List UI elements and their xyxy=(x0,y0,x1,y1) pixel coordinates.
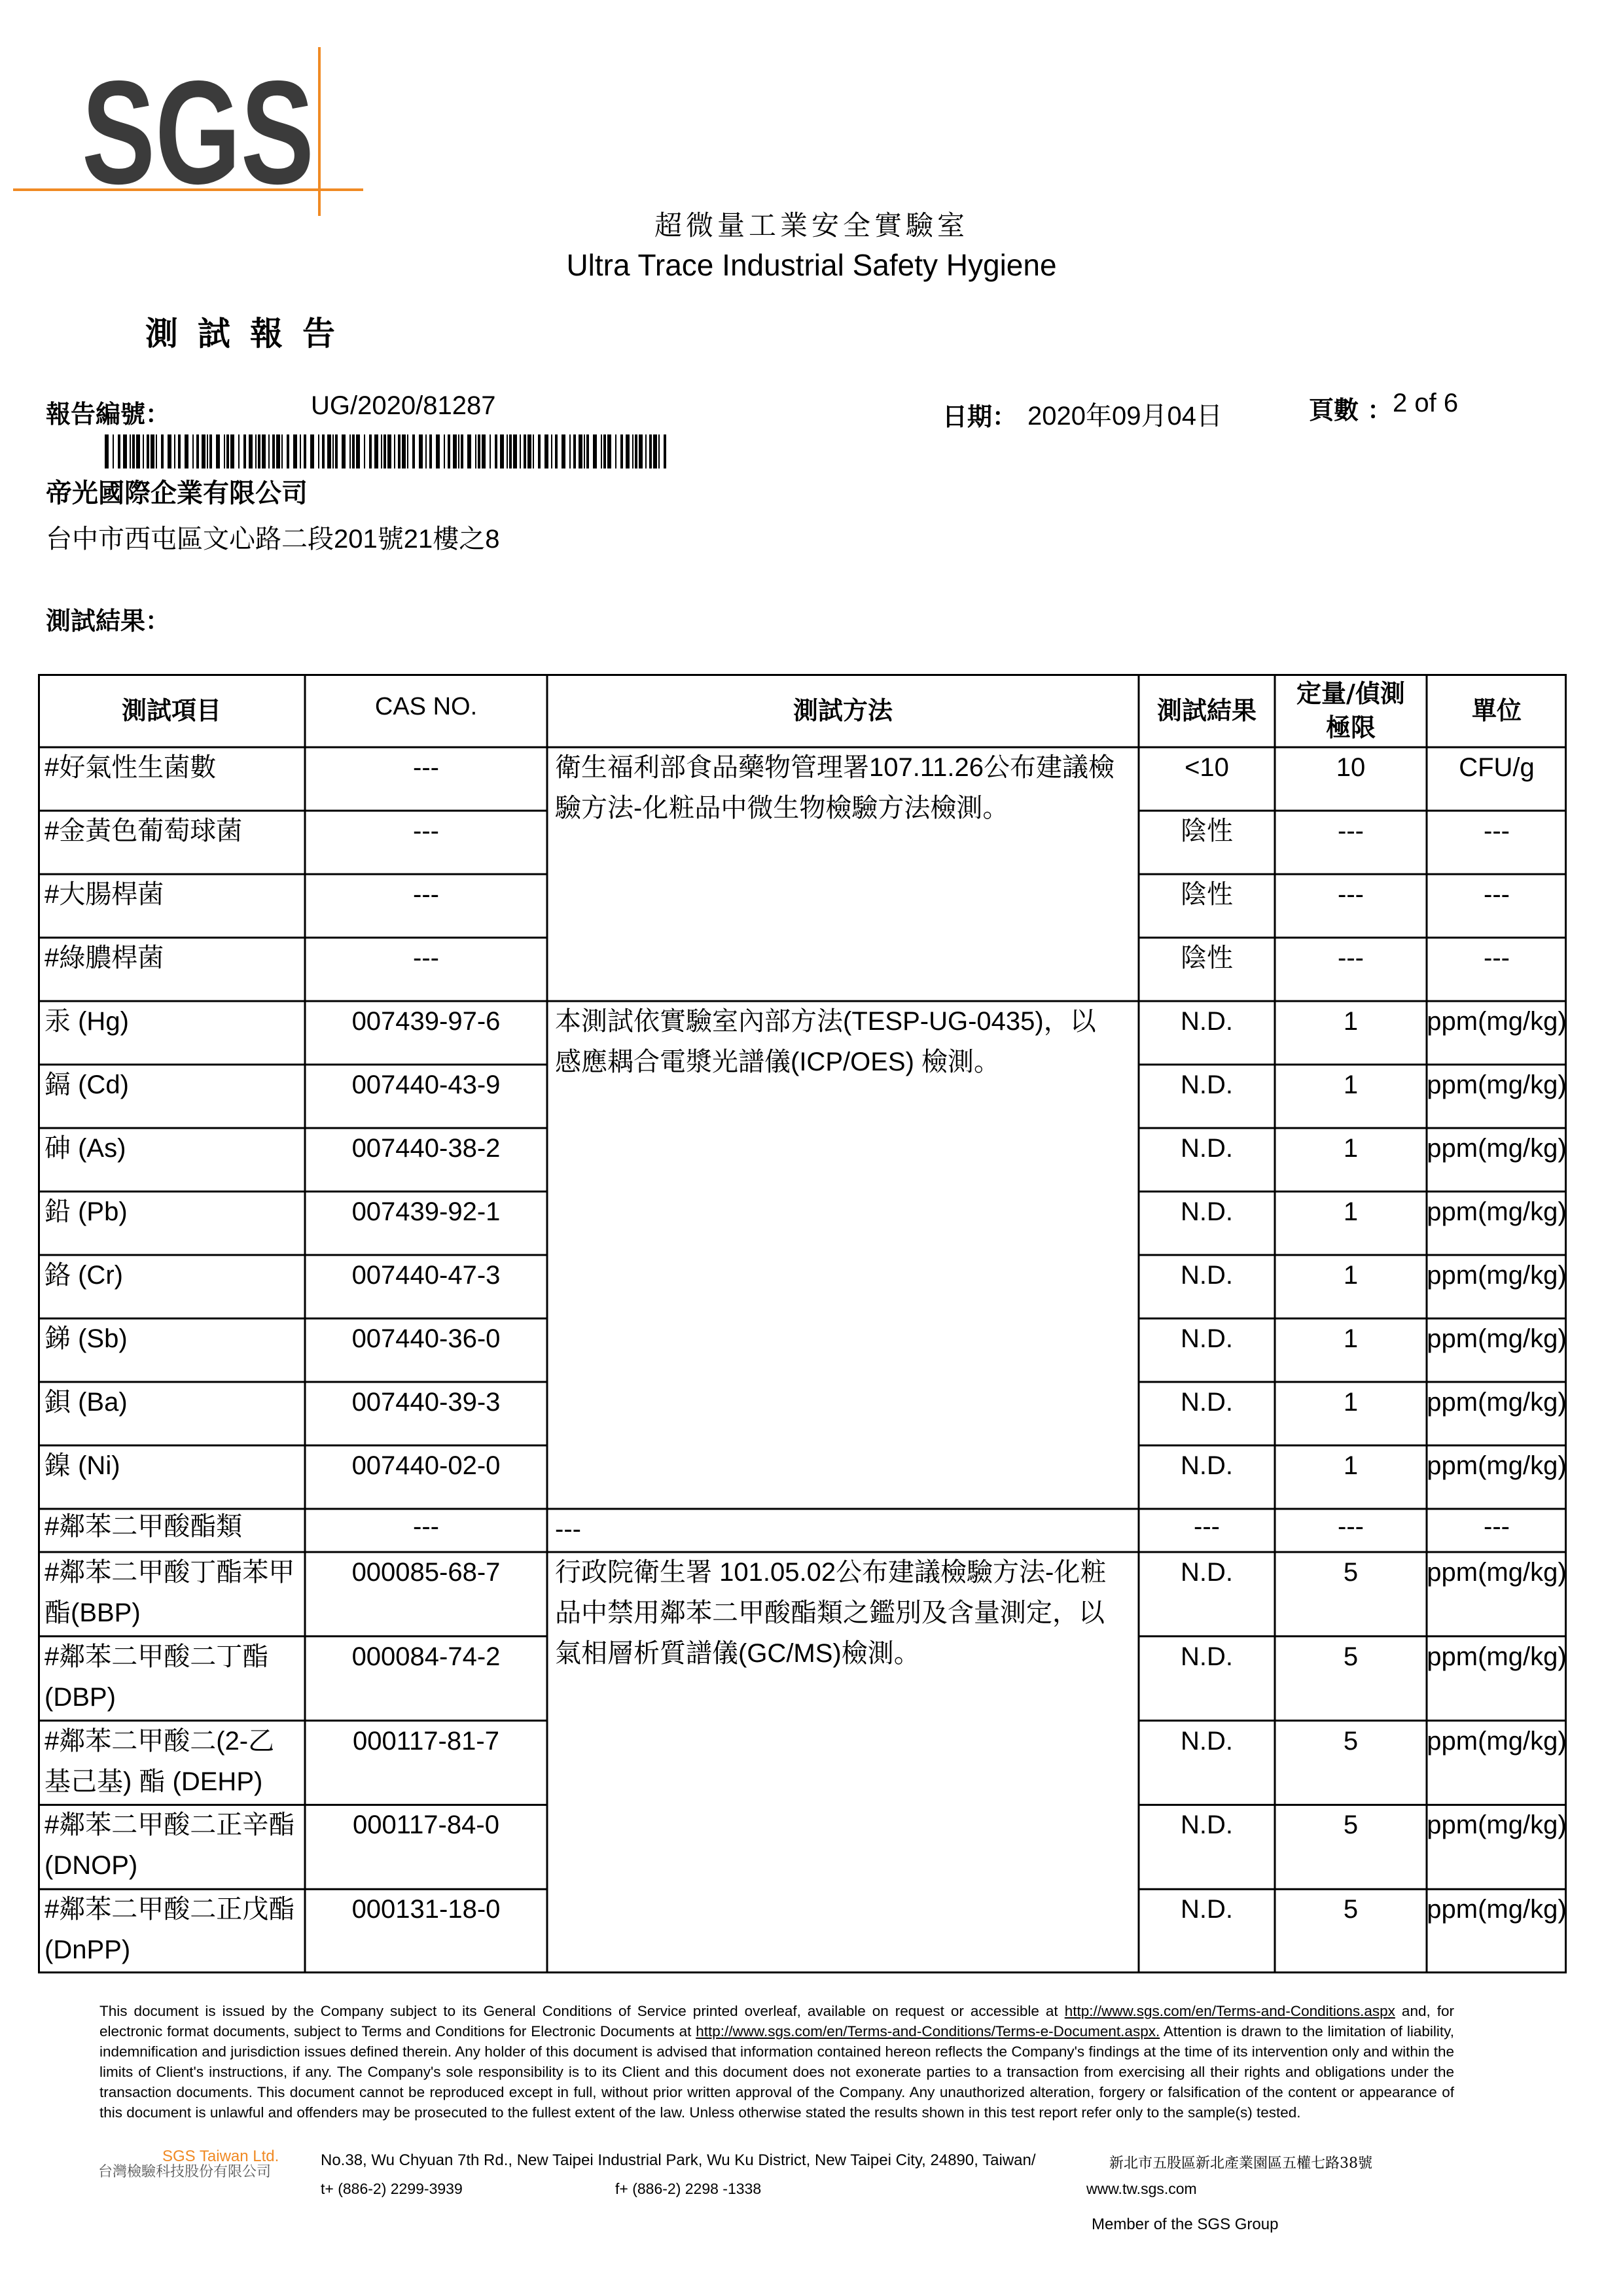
barcode xyxy=(105,434,668,468)
row-item: #好氣性生菌數 xyxy=(45,753,217,782)
method-micro-line1: 衛生福利部食品藥物管理署107.11.26公布建議檢 xyxy=(555,753,1115,782)
lab-name-zh: 超微量工業安全實驗室 xyxy=(654,209,969,241)
footer-fax: f+ (886-2) 2298 -1338 xyxy=(615,2180,762,2197)
row-result: N.D. xyxy=(1181,1007,1233,1036)
row-cas: --- xyxy=(413,1512,439,1541)
row-limit: --- xyxy=(1338,880,1364,909)
method-phthalate-line2: 品中禁用鄰苯二甲酸酯類之鑑別及含量測定，以 xyxy=(555,1598,1105,1627)
row-result: N.D. xyxy=(1181,1558,1233,1587)
row-result: N.D. xyxy=(1181,1642,1233,1671)
footer-address-zh: 新北市五股區新北產業園區五權七路38號 xyxy=(1109,2155,1372,2172)
footer-member: Member of the SGS Group xyxy=(1092,2216,1279,2233)
row-item: 鎘 (Cd) xyxy=(45,1070,129,1099)
row-item: #鄰苯二甲酸二正辛酯 xyxy=(45,1810,295,1840)
row-unit: ppm(mg/kg) xyxy=(1427,1388,1567,1417)
row-unit: ppm(mg/kg) xyxy=(1427,1324,1567,1353)
sgs-logo xyxy=(0,0,366,216)
row-limit: 5 xyxy=(1343,1642,1359,1671)
row-result: N.D. xyxy=(1181,1324,1233,1353)
row-cas: 000084-74-2 xyxy=(351,1642,501,1671)
row-cas: 000131-18-0 xyxy=(351,1895,501,1924)
row-item: 鋇 (Ba) xyxy=(45,1388,128,1417)
row-result: N.D. xyxy=(1181,1388,1233,1417)
row-limit: 5 xyxy=(1343,1895,1359,1924)
row-cas: --- xyxy=(413,753,439,782)
row-item-continued: 基己基) 酯 (DEHP) xyxy=(45,1767,263,1796)
terms-e-document-link[interactable]: http://www.sgs.com/en/Terms-and-Conditions/Terms-e-Document.aspx. xyxy=(696,2023,1160,2040)
row-limit: 10 xyxy=(1336,753,1366,782)
row-item: #鄰苯二甲酸二正戊酯 xyxy=(45,1895,295,1924)
footer-website[interactable]: www.tw.sgs.com xyxy=(1086,2180,1197,2197)
row-unit: ppm(mg/kg) xyxy=(1427,1810,1567,1840)
row-limit: 1 xyxy=(1343,1451,1359,1480)
row-item: 鎳 (Ni) xyxy=(45,1451,120,1480)
row-unit: ppm(mg/kg) xyxy=(1427,1726,1567,1756)
header-method: 測試方法 xyxy=(793,696,893,725)
row-cas: 007440-36-0 xyxy=(351,1324,501,1353)
header-cas: CAS NO. xyxy=(374,693,478,720)
row-unit: ppm(mg/kg) xyxy=(1427,1261,1567,1290)
header-unit: 單位 xyxy=(1471,696,1522,725)
client-address: 台中市西屯區文心路二段201號21樓之8 xyxy=(46,525,500,554)
row-result: N.D. xyxy=(1181,1197,1233,1226)
row-limit: --- xyxy=(1338,817,1364,845)
row-limit: --- xyxy=(1338,1512,1364,1541)
row-result: 陰性 xyxy=(1181,944,1233,972)
page-title: 測試報告 xyxy=(145,314,355,353)
row-result: --- xyxy=(1194,1512,1220,1541)
row-cas: 007439-92-1 xyxy=(351,1197,501,1226)
row-cas: 007440-47-3 xyxy=(351,1261,501,1290)
disclaimer xyxy=(99,2001,1454,2123)
terms-link[interactable]: http://www.sgs.com/en/Terms-and-Conditions.aspx xyxy=(1064,2003,1395,2019)
row-result: N.D. xyxy=(1181,1261,1233,1290)
row-unit: ppm(mg/kg) xyxy=(1427,1558,1567,1587)
row-unit: ppm(mg/kg) xyxy=(1427,1197,1567,1226)
row-item: 砷 (As) xyxy=(45,1134,126,1163)
method-phthalate-line3: 氣相層析質譜儀(GC/MS)檢測。 xyxy=(555,1639,920,1668)
row-cas: 007440-02-0 xyxy=(351,1451,501,1480)
row-result: N.D. xyxy=(1181,1726,1233,1756)
method-metals-line2: 感應耦合電漿光譜儀(ICP/OES) 檢測。 xyxy=(555,1048,1001,1076)
disclaimer-text-2: and, for electronic format documents, subject to Terms and Conditions for Electronic Documents at xyxy=(99,2003,1454,2040)
row-cas: 007439-97-6 xyxy=(351,1007,501,1036)
footer-address-en: No.38, Wu Chyuan 7th Rd., New Taipei Industrial Park, Wu Ku District, New Taipei City, 24890, Taiwan/ xyxy=(321,2151,1036,2169)
row-unit: ppm(mg/kg) xyxy=(1427,1007,1567,1036)
footer-company-en: SGS Taiwan Ltd. xyxy=(162,2147,279,2165)
row-result: 陰性 xyxy=(1181,880,1233,909)
method-metals-line1: 本測試依實驗室內部方法(TESP-UG-0435)，以 xyxy=(555,1007,1096,1036)
page-label: 頁數 ： xyxy=(1309,395,1393,425)
row-cas: 007440-39-3 xyxy=(351,1388,501,1417)
row-unit: --- xyxy=(1484,944,1510,972)
row-item: #金黃色葡萄球菌 xyxy=(45,817,243,845)
row-result: N.D. xyxy=(1181,1810,1233,1840)
row-cas: --- xyxy=(413,880,439,909)
row-cas: --- xyxy=(413,944,439,972)
header-limit-line1: 定量/偵測 xyxy=(1296,679,1405,708)
disclaimer-text-3: Attention is drawn to the limitation of liability, indemnification and jurisdiction issues defined therein. Any holder of this document is advised that information contained hereon reflects the Company's findings at the time of its intervention only and within the limits of Client's instructions, if any. The Company's sole responsibility is to its Client and this document does not exonerate parties to a transaction from exercising all their rights and obligations under the transaction documents. This document cannot be reproduced except in full, without prior written approval of the Company. Any unauthorized alteration, forgery or falsification of the content or appearance of this document is unlawful and offenders may be prosecuted to the fullest extent of the law. Unless otherwise stated the results shown in this test report refer only to the sample(s) tested. xyxy=(99,2023,1454,2121)
row-limit: 1 xyxy=(1343,1134,1359,1163)
row-result: <10 xyxy=(1185,753,1229,782)
sgs-logo-text: SGS xyxy=(82,50,314,215)
row-limit: 5 xyxy=(1343,1726,1359,1756)
client-company: 帝光國際企業有限公司 xyxy=(46,479,308,508)
row-item-continued: 酯(BBP) xyxy=(45,1598,141,1627)
row-item: #鄰苯二甲酸丁酯苯甲 xyxy=(45,1558,295,1587)
row-result: N.D. xyxy=(1181,1451,1233,1480)
header-result: 測試結果 xyxy=(1156,696,1257,725)
row-item: 汞 (Hg) xyxy=(45,1007,129,1036)
method-micro-line2: 驗方法-化粧品中微生物檢驗方法檢測。 xyxy=(555,794,1009,822)
row-item: #鄰苯二甲酸二(2-乙 xyxy=(45,1726,275,1756)
row-item: #鄰苯二甲酸酯類 xyxy=(45,1512,243,1541)
row-item-continued: (DBP) xyxy=(45,1682,116,1712)
row-item: #大腸桿菌 xyxy=(45,880,164,909)
report-no-label: 報告編號： xyxy=(46,399,171,429)
page-number: 2 of 6 xyxy=(1393,389,1459,417)
row-item: #鄰苯二甲酸二丁酯 xyxy=(45,1642,269,1671)
report-date: 2020年09月04日 xyxy=(1027,402,1222,431)
row-cas: 000085-68-7 xyxy=(351,1558,501,1587)
disclaimer-text-1: This document is issued by the Company subject to its General Conditions of Service printed overleaf, available on request or accessible at xyxy=(99,2003,1065,2019)
row-item: 鉻 (Cr) xyxy=(45,1261,123,1290)
row-cas: 000117-81-7 xyxy=(353,1726,499,1756)
row-unit: CFU/g xyxy=(1459,753,1535,782)
results-table xyxy=(38,674,1567,1973)
lab-name-en: Ultra Trace Industrial Safety Hygiene xyxy=(566,248,1057,282)
row-unit: --- xyxy=(1484,817,1510,845)
date-label: 日期： xyxy=(942,402,1018,431)
row-limit: 1 xyxy=(1343,1070,1359,1099)
row-limit: 5 xyxy=(1343,1558,1359,1587)
row-unit: ppm(mg/kg) xyxy=(1427,1451,1567,1480)
row-limit: --- xyxy=(1338,944,1364,972)
row-result: N.D. xyxy=(1181,1070,1233,1099)
row-unit: ppm(mg/kg) xyxy=(1427,1070,1567,1099)
row-unit: --- xyxy=(1484,1512,1510,1541)
row-result: N.D. xyxy=(1181,1895,1233,1924)
row-cas: 000117-84-0 xyxy=(353,1810,499,1840)
row-unit: ppm(mg/kg) xyxy=(1427,1895,1567,1924)
method-phthalate-group: --- xyxy=(555,1515,581,1544)
header-limit-line2: 極限 xyxy=(1325,713,1376,742)
row-limit: 1 xyxy=(1343,1007,1359,1036)
method-phthalate-line1: 行政院衛生署 101.05.02公布建議檢驗方法-化粧 xyxy=(555,1558,1107,1587)
row-item: 鉛 (Pb) xyxy=(45,1197,128,1226)
results-label: 測試結果： xyxy=(46,606,171,635)
row-limit: 1 xyxy=(1343,1388,1359,1417)
header-item: 測試項目 xyxy=(121,696,221,725)
row-item: #綠膿桿菌 xyxy=(45,944,164,972)
row-unit: ppm(mg/kg) xyxy=(1427,1642,1567,1671)
row-item-continued: (DNOP) xyxy=(45,1851,138,1881)
row-cas: 007440-43-9 xyxy=(351,1070,501,1099)
row-unit: --- xyxy=(1484,880,1510,909)
footer-company-zh: 台灣檢驗科技股份有限公司 xyxy=(98,2164,272,2180)
row-cas: --- xyxy=(413,817,439,845)
row-result: N.D. xyxy=(1181,1134,1233,1163)
footer-tel: t+ (886-2) 2299-3939 xyxy=(321,2180,463,2197)
row-item: 銻 (Sb) xyxy=(45,1324,128,1353)
row-limit: 1 xyxy=(1343,1197,1359,1226)
report-no: UG/2020/81287 xyxy=(311,391,496,420)
row-limit: 1 xyxy=(1343,1324,1359,1353)
row-unit: ppm(mg/kg) xyxy=(1427,1134,1567,1163)
row-limit: 5 xyxy=(1343,1810,1359,1840)
row-item-continued: (DnPP) xyxy=(45,1935,131,1965)
row-cas: 007440-38-2 xyxy=(351,1134,501,1163)
row-result: 陰性 xyxy=(1181,817,1233,845)
row-limit: 1 xyxy=(1343,1261,1359,1290)
